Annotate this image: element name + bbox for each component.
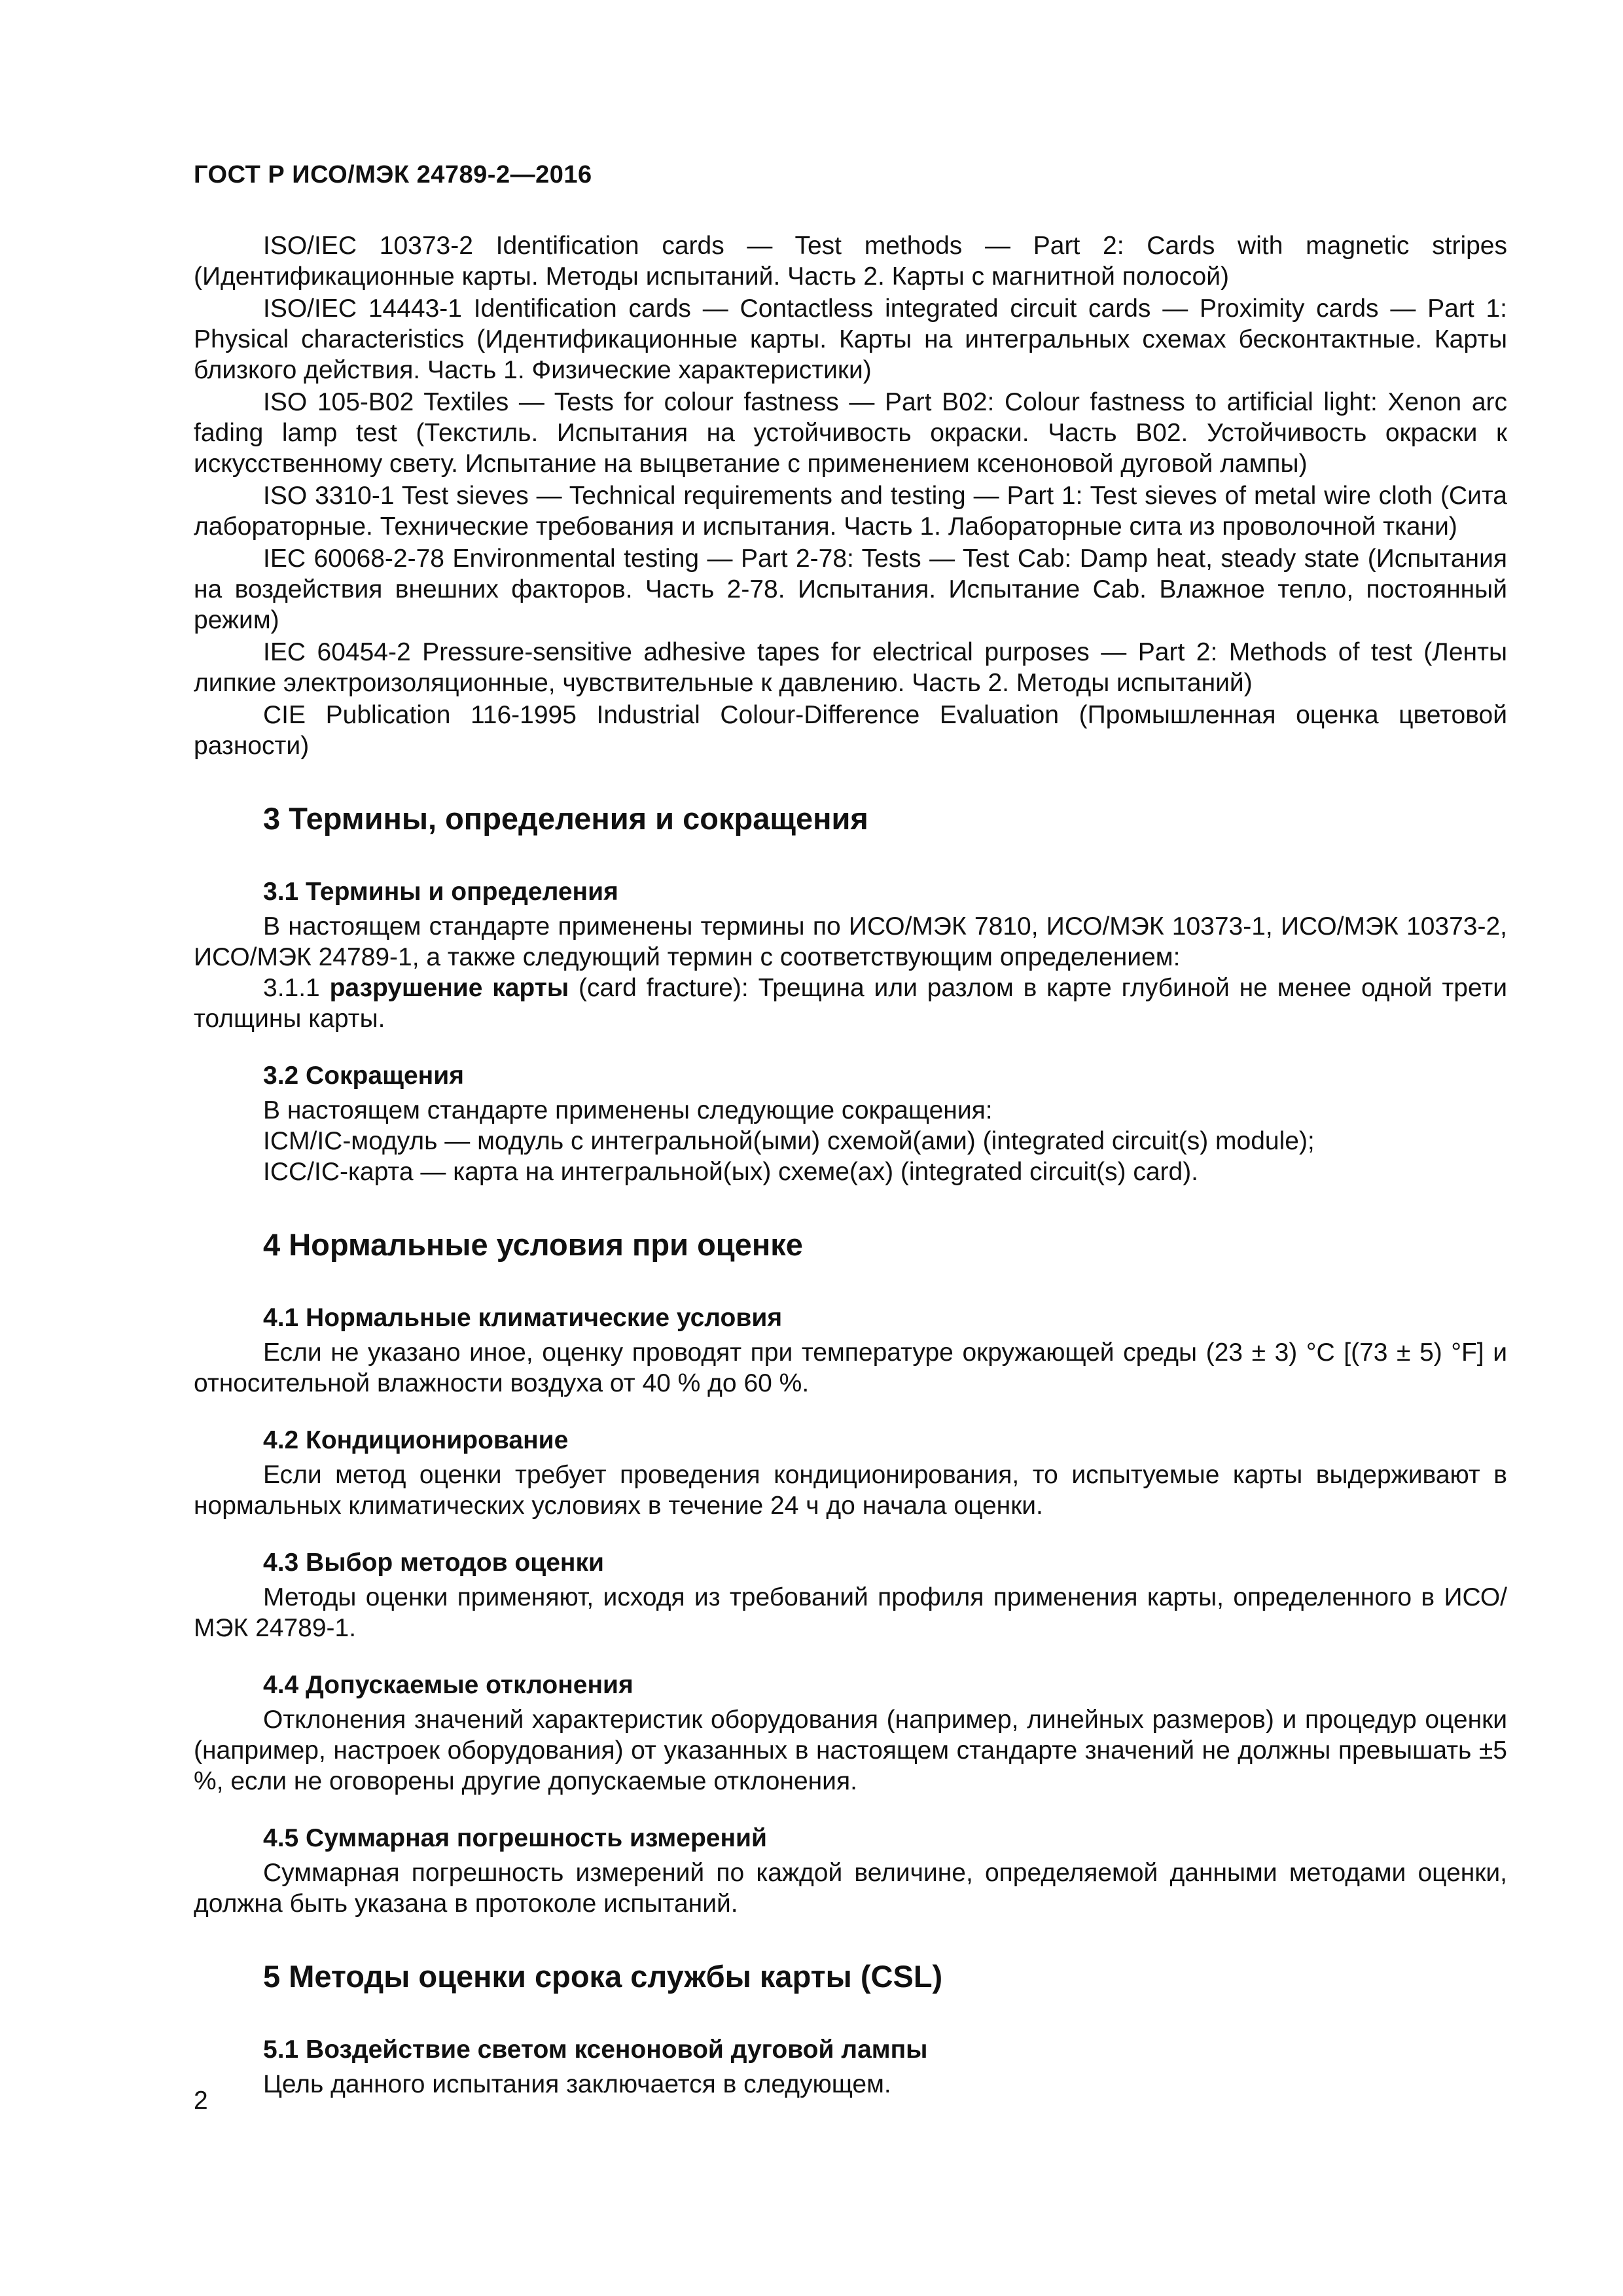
reference-entry: ISO 105-B02 Textiles — Tests for colour fastness — Part B02: Colour fastness to artificial light: Xenon arc fading lamp test (Текстиль. Испытания на устойчивость окраски. Часть B02. Устойчивость окраски к искусственному свету. Испытание на выцветание с применением ксеноновой дуговой лампы) (194, 388, 1507, 478)
section-4-3-heading: 4.3 Выбор методов оценки (263, 1549, 604, 1577)
abbreviation-item: ICC/IC-карта — карта на интегральной(ых) схеме(ах) (integrated circuit(s) card). (263, 1158, 1199, 1186)
section-4-3-text: Методы оценки применяют, исходя из требований профиля применения карты, определенного в ИСО/МЭК 24789-1. (194, 1583, 1507, 1642)
section-3-1-text: В настоящем стандарте применены термины по ИСО/МЭК 7810, ИСО/МЭК 10373-1, ИСО/МЭК 10373-2, ИСО/МЭК 24789-1, а также следующий термин с соответствующим определением: (194, 912, 1507, 971)
section-4-5-heading: 4.5 Суммарная погрешность измерений (263, 1824, 767, 1852)
section-4-4-text: Отклонения значений характеристик оборудования (например, линейных размеров) и процедур оценки (например, настроек оборудования) от указанных в настоящем стандарте значений не должны превышать ±5 %, если не оговорены другие допускаемые отклонения. (194, 1706, 1507, 1795)
reference-entry: IEC 60068-2-78 Environmental testing — Part 2-78: Tests — Test Cab: Damp heat, steady state (Испытания на воздействия внешних факторов. Часть 2-78. Испытания. Испытание Cab. Влажное тепло, постоянный режим) (194, 545, 1507, 634)
section-5-heading: 5 Методы оценки срока службы карты (CSL) (263, 1959, 943, 1994)
term-text: (card fracture): Трещина или разлом в карте глубиной не менее одной трети толщины карты. (194, 974, 1507, 1033)
section-5-1-text: Цель данного испытания заключается в следующем. (263, 2070, 891, 2098)
reference-entry: CIE Publication 116-1995 Industrial Colour-Difference Evaluation (Промышленная оценка цветовой разности) (194, 701, 1507, 760)
term-definition (194, 973, 1507, 1034)
page-content (194, 230, 1507, 2100)
section-5-1-heading: 5.1 Воздействие светом ксеноновой дуговой лампы (263, 2036, 928, 2064)
section-3-2-heading: 3.2 Сокращения (263, 1062, 464, 1090)
reference-entry: ISO 3310-1 Test sieves — Technical requirements and testing — Part 1: Test sieves of metal wire cloth (Сита лабораторные. Технические требования и испытания. Часть 1. Лабораторные сита из проволочной ткани) (194, 482, 1507, 541)
abbreviations-intro: В настоящем стандарте применены следующие сокращения: (263, 1096, 993, 1124)
section-4-1-text: Если не указано иное, оценку проводят при температуре окружающей среды (23 ± 3) °С [(73 ± 5) °F] и относительной влажности воздуха от 40 % до 60 %. (194, 1338, 1507, 1397)
abbreviation-item: ICM/IC-модуль — модуль с интегральной(ыми) схемой(ами) (integrated circuit(s) module); (263, 1127, 1315, 1155)
reference-entry: ISO/IEC 14443-1 Identification cards — Contactless integrated circuit cards — Proximity cards — Part 1: Physical characteristics (Идентификационные карты. Карты на интегральных схемах бесконтактные. Карты близкого действия. Часть 1. Физические характеристики) (194, 295, 1507, 384)
reference-entry: ISO/IEC 10373-2 Identification cards — Test methods — Part 2: Cards with magnetic stripes (Идентификационные карты. Методы испытаний. Часть 2. Карты с магнитной полосой) (194, 232, 1507, 291)
page-number: 2 (194, 2087, 208, 2115)
section-4-4-heading: 4.4 Допускаемые отклонения (263, 1671, 633, 1699)
section-4-2-heading: 4.2 Кондиционирование (263, 1426, 569, 1454)
section-4-1-heading: 4.1 Нормальные климатические условия (263, 1304, 783, 1332)
term-number: 3.1.1 (263, 974, 330, 1002)
section-4-5-text: Суммарная погрешность измерений по каждой величине, определяемой данными методами оценки, должна быть указана в протоколе испытаний. (194, 1859, 1507, 1918)
section-3-heading: 3 Термины, определения и сокращения (263, 801, 868, 836)
standard-header: ГОСТ Р ИСО/МЭК 24789-2—2016 (194, 161, 592, 188)
reference-entry: IEC 60454-2 Pressure-sensitive adhesive tapes for electrical purposes — Part 2: Methods of test (Ленты липкие электроизоляционные, чувствительные к давлению. Часть 2. Методы испытаний) (194, 638, 1507, 697)
term-name: разрушение карты (329, 974, 569, 1002)
section-4-heading: 4 Нормальные условия при оценке (263, 1227, 803, 1262)
section-4-2-text: Если метод оценки требует проведения кондиционирования, то испытуемые карты выдерживают в нормальных климатических условиях в течение 24 ч до начала оценки. (194, 1461, 1507, 1520)
section-3-1-heading: 3.1 Термины и определения (263, 878, 618, 906)
